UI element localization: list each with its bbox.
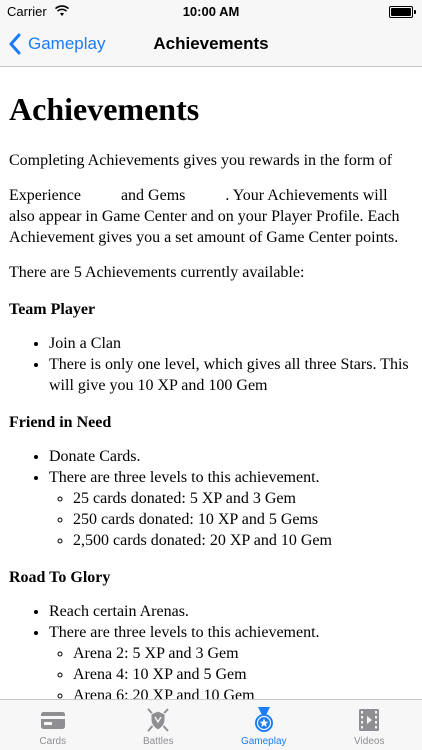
list-item: ◦ Arena 2: 5 XP and 3 Gem bbox=[73, 643, 413, 664]
section-title-friend-in-need: Friend in Need bbox=[9, 414, 112, 431]
tab-label: Gameplay bbox=[240, 736, 287, 747]
tab-battles[interactable] bbox=[106, 700, 212, 750]
list-item: • Donate Cards. bbox=[49, 446, 413, 467]
article-heading: Achievements bbox=[9, 91, 200, 127]
status-bar bbox=[0, 0, 422, 22]
road-to-glory-list bbox=[9, 601, 413, 699]
friend-in-need-list bbox=[9, 446, 413, 551]
list-item: ◦ Arena 4: 10 XP and 5 Gem bbox=[73, 664, 413, 685]
list-item: ◦ 25 cards donated: 5 XP and 3 Gem bbox=[73, 488, 413, 509]
list-item bbox=[49, 622, 413, 699]
card-icon bbox=[39, 706, 67, 734]
list-item-text: There are three levels to this achievement. bbox=[49, 469, 320, 486]
intro-paragraph-1: Completing Achievements gives you rewards in the form of bbox=[9, 152, 393, 169]
intro-paragraph-2 bbox=[9, 185, 413, 248]
tab-label: Battles bbox=[142, 736, 174, 747]
available-count-text: There are 5 Achievements currently available: bbox=[9, 264, 305, 281]
road-to-glory-levels bbox=[49, 643, 413, 699]
status-time: 10:00 AM bbox=[182, 4, 240, 19]
list-item: ◦ 250 cards donated: 10 XP and 5 Gems bbox=[73, 509, 413, 530]
tab-bar bbox=[0, 699, 422, 750]
intro-rest: . Your Achievements will also appear in Game Center and on your Player Profile. Each Achievement gives you a set amount of Game Center points. bbox=[9, 187, 400, 246]
tab-gameplay[interactable] bbox=[211, 700, 317, 750]
list-item bbox=[49, 467, 413, 551]
tab-videos[interactable] bbox=[317, 700, 422, 750]
navigation-bar bbox=[0, 22, 422, 67]
article-content[interactable] bbox=[0, 67, 422, 699]
intro-experience: Experience bbox=[9, 187, 81, 204]
page-title: Achievements bbox=[153, 34, 269, 53]
medal-icon bbox=[250, 706, 278, 734]
list-item: • Reach certain Arenas. bbox=[49, 601, 413, 622]
tab-cards[interactable] bbox=[0, 700, 106, 750]
list-item-text: There are three levels to this achievement. bbox=[49, 624, 320, 641]
carrier-label: Carrier bbox=[7, 4, 47, 19]
tab-label: Videos bbox=[354, 736, 385, 747]
intro-gems: and Gems bbox=[120, 187, 186, 204]
tab-label: Cards bbox=[39, 736, 67, 747]
team-player-list bbox=[9, 333, 413, 396]
list-item: ◦ Arena 6: 20 XP and 10 Gem bbox=[73, 685, 413, 699]
friend-in-need-levels bbox=[49, 488, 413, 551]
list-item: • Join a Clan bbox=[49, 333, 413, 354]
list-item: ◦ 2,500 cards donated: 20 XP and 10 Gem bbox=[73, 530, 413, 551]
back-button-label: Gameplay bbox=[28, 34, 106, 53]
battery-icon bbox=[389, 6, 413, 18]
shield-swords-icon bbox=[144, 706, 172, 734]
list-item: • There is only one level, which gives all three Stars. This will give you 10 XP and 100 Gem bbox=[49, 354, 413, 396]
film-icon bbox=[355, 706, 383, 734]
section-title-team-player: Team Player bbox=[9, 301, 96, 318]
section-title-road-to-glory: Road To Glory bbox=[9, 569, 111, 586]
